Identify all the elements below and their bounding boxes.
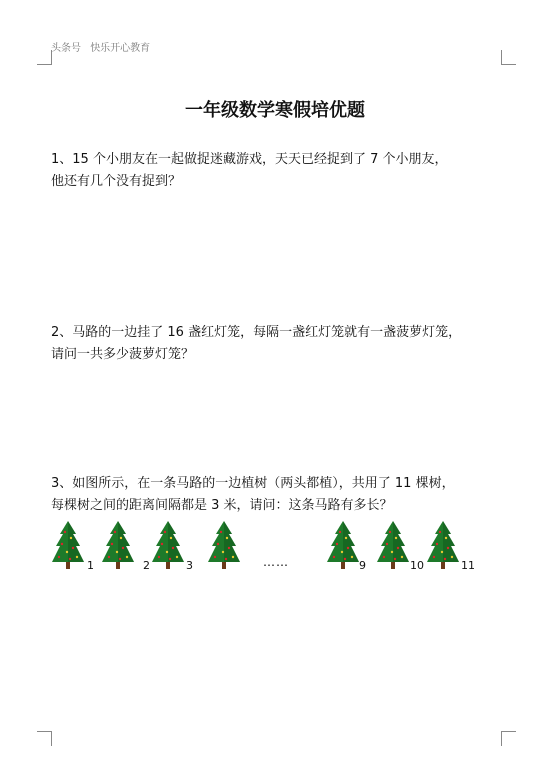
header-author: 快乐开心教育 — [90, 43, 151, 54]
question-1-line-1: 1、15 个小朋友在一起做捉迷藏游戏，天天已经捉到了 7 个小朋友， — [51, 152, 448, 167]
christmas-tree-icon — [101, 520, 135, 570]
christmas-tree-icon — [51, 520, 85, 570]
page-title: 一年级数学寒假培优题 — [185, 100, 365, 121]
question-1-line-2: 他还有几个没有捉到？ — [51, 174, 182, 189]
crop-mark-top-left — [37, 50, 52, 65]
christmas-tree-icon — [207, 520, 241, 570]
header-source: 头条号 — [51, 43, 81, 54]
christmas-tree-icon — [326, 520, 360, 570]
tree-label-9: 9 — [359, 559, 366, 572]
page-header — [51, 39, 150, 54]
christmas-tree-icon — [376, 520, 410, 570]
question-3 — [51, 473, 511, 517]
ellipsis: …… — [263, 555, 289, 569]
tree-label-1: 1 — [87, 559, 94, 572]
question-2-line-2: 请问一共多少菠萝灯笼？ — [51, 347, 195, 362]
tree-label-3: 3 — [186, 559, 193, 572]
question-1 — [51, 149, 511, 193]
crop-mark-top-right — [501, 50, 516, 65]
question-2 — [51, 322, 511, 366]
tree-label-11: 11 — [461, 559, 475, 572]
question-3-line-1: 3、如图所示，在一条马路的一边植树（两头都植），共用了 11 棵树， — [51, 476, 455, 491]
crop-mark-bottom-left — [37, 731, 52, 746]
question-2-line-1: 2、马路的一边挂了 16 盏红灯笼，每隔一盏红灯笼就有一盏菠萝灯笼， — [51, 325, 462, 340]
crop-mark-bottom-right — [501, 731, 516, 746]
christmas-tree-icon — [151, 520, 185, 570]
christmas-tree-icon — [426, 520, 460, 570]
tree-label-2: 2 — [143, 559, 150, 572]
question-3-line-2: 每棵树之间的距离间隔都是 3 米，请问：这条马路有多长？ — [51, 498, 393, 513]
tree-label-10: 10 — [410, 559, 424, 572]
